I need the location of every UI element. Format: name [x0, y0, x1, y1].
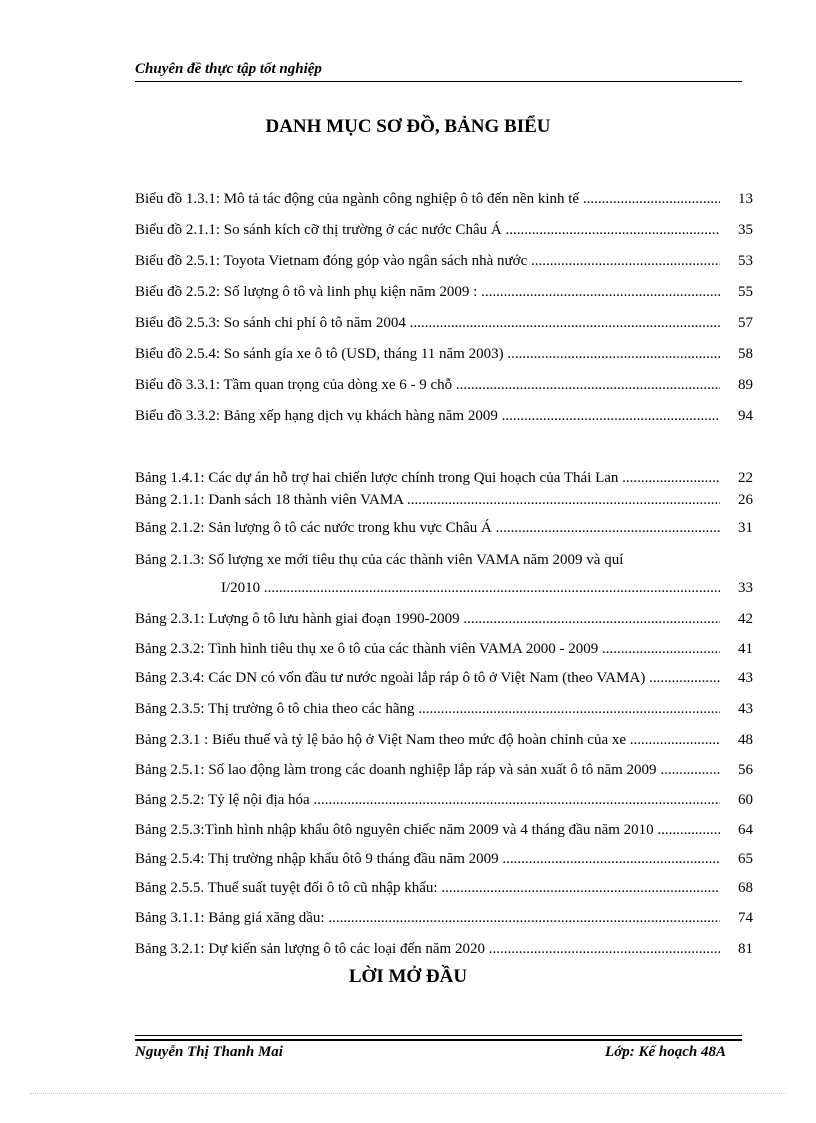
toc-entry-label: Biểu đồ 2.5.4: So sánh gía xe ô tô (USD, tháng 11 năm 2003) .....: [135, 342, 720, 366]
toc-entry[interactable]: [135, 937, 753, 961]
toc-entry-page: 74: [738, 910, 753, 926]
list-title: DANH MỤC SƠ ĐỒ, BẢNG BIỂU: [265, 116, 551, 137]
toc-entry-page: 58: [738, 346, 753, 362]
footer-class: Lớp: Kế hoạch 48A: [605, 1044, 726, 1060]
footer-divider-thick: [135, 1039, 742, 1041]
toc-entry[interactable]: [135, 607, 753, 631]
toc-entry-page: 42: [738, 611, 753, 627]
toc-entry-page: 56: [738, 762, 753, 778]
toc-entry[interactable]: [135, 280, 753, 304]
toc-entry-label: Bảng 2.3.4: Các DN có vốn đầu tư nước ngoài lắp ráp ô tô ở Việt Nam (theo VAMA) .....: [135, 666, 720, 690]
toc-entry-label: Bảng 2.5.5. Thuế suất tuyệt đối ô tô cũ nhập khẩu: .....: [135, 876, 720, 900]
toc-entry-label: Bảng 2.5.3:Tình hình nhập khẩu ôtô nguyên chiếc năm 2009 và 4 tháng đầu năm 2010 .....: [135, 818, 720, 842]
toc-entry-page: 33: [738, 580, 753, 596]
toc-entry-label: Bảng 1.4.1: Các dự án hỗ trợ hai chiến lược chính trong Qui hoạch của Thái Lan .....: [135, 466, 720, 490]
footer-divider-thin: [135, 1035, 742, 1036]
toc-entry-page: 55: [738, 284, 753, 300]
toc-entry[interactable]: [135, 311, 753, 335]
toc-entry[interactable]: [135, 666, 753, 690]
toc-entry-label: Bảng 2.5.2: Tỷ lệ nội địa hóa .....: [135, 788, 720, 812]
toc-entry-label: Biểu đồ 1.3.1: Mô tả tác động của ngành công nghiệp ô tô đến nền kinh tế .....: [135, 187, 720, 211]
toc-entry-label: Bảng 3.2.1: Dự kiến sản lượng ô tô các loại đến năm 2020 .....: [135, 937, 720, 961]
toc-entry[interactable]: [135, 516, 753, 540]
toc-entry-label: Bảng 2.1.1: Danh sách 18 thành viên VAMA .....: [135, 488, 720, 512]
toc-entry-page: 43: [738, 701, 753, 717]
toc-entry[interactable]: [135, 342, 753, 366]
toc-entry-page: 65: [738, 851, 753, 867]
toc-entry-label: Bảng 2.5.4: Thị trường nhập khẩu ôtô 9 tháng đầu năm 2009 .....: [135, 847, 720, 871]
toc-entry[interactable]: [135, 548, 753, 572]
toc-entry[interactable]: [135, 847, 753, 871]
page-bottom-border: [30, 1093, 786, 1094]
toc-entry-label: Biểu đồ 3.3.2: Bảng xếp hạng dịch vụ khách hàng năm 2009 .....: [135, 404, 720, 428]
section-heading: LỜI MỞ ĐẦU: [348, 966, 468, 987]
toc-entry-page: 41: [738, 641, 753, 657]
toc-entry[interactable]: [135, 728, 753, 752]
toc-entry-label: I/2010 .....: [221, 576, 720, 600]
toc-entry-page: 89: [738, 377, 753, 393]
toc-entry-page: 48: [738, 732, 753, 748]
toc-entry-page: 26: [738, 492, 753, 508]
toc-entry-page: 81: [738, 941, 753, 957]
toc-entry[interactable]: [135, 637, 753, 661]
toc-entry-page: 35: [738, 222, 753, 238]
toc-entry-label: Bảng 2.1.2: Sản lượng ô tô các nước trong khu vực Châu Á .....: [135, 516, 720, 540]
toc-entry[interactable]: [135, 488, 753, 512]
toc-entry[interactable]: [135, 218, 753, 242]
toc-entry[interactable]: [135, 818, 753, 842]
toc-entry-label: Bảng 2.3.5: Thị trường ô tô chia theo các hãng .....: [135, 697, 720, 721]
toc-entry-label: Bảng 2.3.1 : Biểu thuế và tỷ lệ bảo hộ ở Việt Nam theo mức độ hoàn chỉnh của xe .....: [135, 728, 720, 752]
toc-entry[interactable]: [135, 697, 753, 721]
toc-entry[interactable]: [135, 758, 753, 782]
toc-entry[interactable]: [135, 788, 753, 812]
toc-entry-page: 13: [738, 191, 753, 207]
toc-entry[interactable]: [135, 249, 753, 273]
toc-entry[interactable]: [135, 466, 753, 490]
toc-entry-page: 53: [738, 253, 753, 269]
toc-entry-label: Bảng 2.3.1: Lượng ô tô lưu hành giai đoạn 1990-2009 .....: [135, 607, 720, 631]
header-divider: [135, 81, 742, 82]
toc-entry-page: 60: [738, 792, 753, 808]
toc-entry-label: Biểu đồ 2.1.1: So sánh kích cỡ thị trường ở các nước Châu Á .....: [135, 218, 720, 242]
toc-entry-label: Bảng 2.1.3: Số lượng xe mới tiêu thụ của các thành viên VAMA năm 2009 và quí: [135, 552, 624, 568]
toc-entry[interactable]: [135, 373, 753, 397]
toc-entry-label: Biểu đồ 2.5.3: So sánh chi phí ô tô năm 2004 .....: [135, 311, 720, 335]
toc-entry-label: Bảng 2.3.2: Tình hình tiêu thụ xe ô tô của các thành viên VAMA 2000 - 2009 .....: [135, 637, 720, 661]
toc-entry-page: 68: [738, 880, 753, 896]
toc-entry-page: 64: [738, 822, 753, 838]
toc-entry-page: 57: [738, 315, 753, 331]
toc-entry-page: 22: [738, 470, 753, 486]
toc-entry-page: 43: [738, 670, 753, 686]
toc-entry-label: Biểu đồ 2.5.2: Số lượng ô tô và linh phụ kiện năm 2009 : .....: [135, 280, 720, 304]
toc-entry[interactable]: [135, 187, 753, 211]
toc-entry-label: Bảng 2.5.1: Số lao động làm trong các doanh nghiệp lắp ráp và sản xuất ô tô năm 2009 .....: [135, 758, 720, 782]
footer-author: Nguyễn Thị Thanh Mai: [135, 1044, 283, 1060]
toc-entry-label: Bảng 3.1.1: Bảng giá xăng dầu: .....: [135, 906, 720, 930]
toc-entry[interactable]: [135, 404, 753, 428]
toc-entry[interactable]: [135, 876, 753, 900]
toc-entry-page: 31: [738, 520, 753, 536]
toc-entry-label: Biểu đồ 3.3.1: Tầm quan trọng của dòng xe 6 - 9 chỗ .....: [135, 373, 720, 397]
toc-entry-page: 94: [738, 408, 753, 424]
toc-entry-continuation[interactable]: [135, 576, 753, 600]
toc-entry-label: Biểu đồ 2.5.1: Toyota Vietnam đóng góp vào ngân sách nhà nước .....: [135, 249, 720, 273]
toc-entry[interactable]: [135, 906, 753, 930]
page-header-title: Chuyên đề thực tập tốt nghiệp: [135, 61, 322, 77]
